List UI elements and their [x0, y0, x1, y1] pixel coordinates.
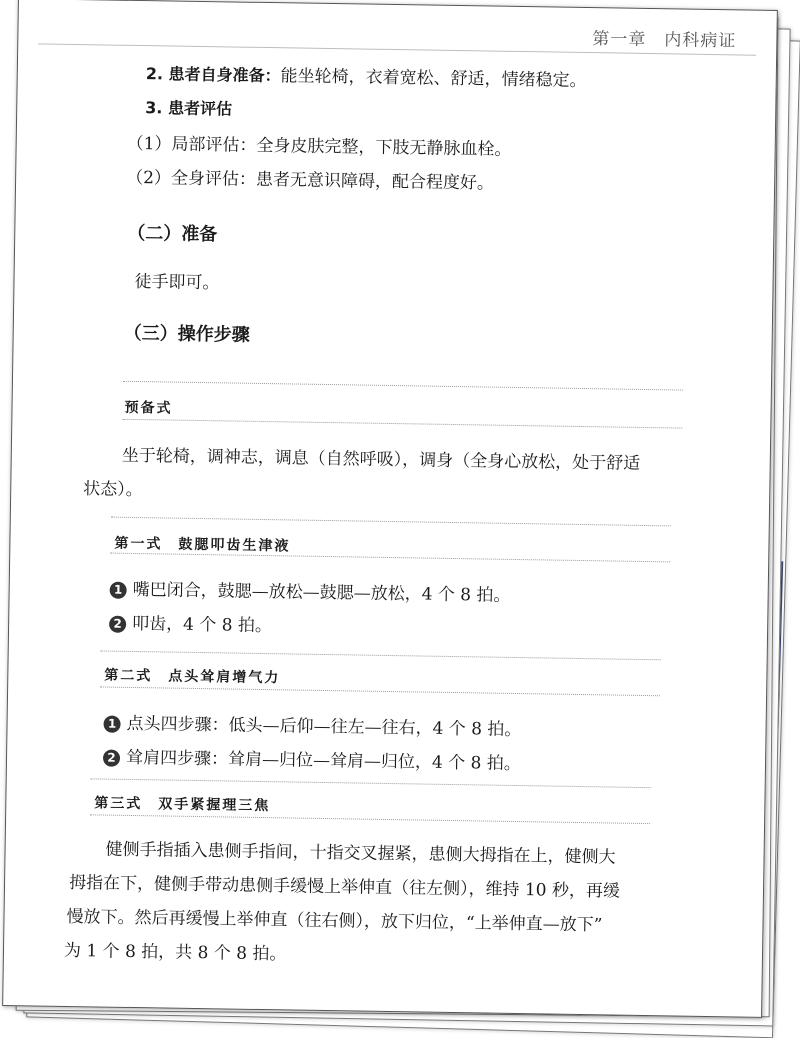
- step-number-badge: 2: [109, 616, 126, 633]
- form1-step2: [109, 609, 272, 637]
- form1-step1-text: 嘴巴闭合，鼓腮—放松—鼓腮—放松，4 个 8 拍。: [132, 579, 511, 606]
- form3-title: 第三式 双手紧握理三焦: [94, 795, 271, 815]
- header-title: 内科病证: [664, 30, 737, 52]
- document-page: [2, 0, 778, 1018]
- dotted-divider: [122, 419, 682, 429]
- form1-step1: [110, 575, 511, 606]
- patient-prep-line: [146, 59, 587, 91]
- form2-step1: [103, 709, 521, 741]
- form1-step2-text: 叩齿，4 个 8 拍。: [131, 613, 273, 637]
- form3-line2: 拇指在下，健侧手带动患侧手缓慢上举伸直（往左侧），维持 10 秒，再缓: [68, 873, 621, 902]
- general-eval-text: （2）全身评估：患者无意识障碍，配合程度好。: [125, 167, 495, 194]
- form3-line4: 为 1 个 8 拍，共 8 个 8 拍。: [63, 940, 287, 965]
- form3-line1: 健侧手指插入患侧手指间，十指交叉握紧，患侧大拇指在上，健侧大: [105, 839, 616, 868]
- form3-line3: 慢放下。然后再缓慢上举伸直（往右侧），放下归位，“上举伸直—放下”: [66, 906, 603, 936]
- header-chapter: 第一章: [592, 29, 647, 50]
- dotted-divider: [110, 553, 670, 563]
- form2-step2-text: 耸肩四步骤：耸肩—归位—耸肩—归位，4 个 8 拍。: [125, 747, 521, 775]
- dotted-divider: [123, 381, 683, 391]
- patient-prep-label: 2. 患者自身准备：: [145, 64, 281, 86]
- dotted-divider: [90, 814, 650, 824]
- local-eval-text: （1）局部评估：全身皮肤完整，下肢无静脉血栓。: [126, 133, 512, 160]
- dotted-divider: [111, 517, 671, 527]
- section-preparation-title: （二）准备: [127, 222, 218, 246]
- step-number-badge: 1: [110, 582, 127, 599]
- section-steps-title: （三）操作步骤: [123, 322, 250, 346]
- running-header: [592, 24, 736, 51]
- form1-title: 第一式 鼓腮叩齿生津液: [114, 535, 291, 555]
- dotted-divider: [100, 686, 660, 696]
- preparation-text: 徒手即可。: [134, 271, 220, 294]
- form2-step1-text: 点头四步骤：低头—后仰—往左—往右，4 个 8 拍。: [126, 713, 522, 741]
- patient-eval-heading: 3. 患者评估: [145, 98, 233, 119]
- ready-form-line2: 状态）。: [83, 479, 143, 501]
- step-number-badge: 2: [103, 750, 120, 767]
- ready-form-title: 预备式: [124, 399, 173, 417]
- dotted-divider: [101, 650, 661, 660]
- step-number-badge: 1: [103, 716, 120, 733]
- patient-prep-text: 能坐轮椅，衣着宽松、舒适，情绪稳定。: [280, 66, 587, 92]
- form2-title: 第二式 点头耸肩增气力: [104, 667, 281, 687]
- ready-form-line1: 坐于轮椅，调神志，调息（自然呼吸），调身（全身心放松，处于舒适: [121, 445, 641, 474]
- dotted-divider: [91, 778, 651, 788]
- form2-step2: [103, 743, 521, 775]
